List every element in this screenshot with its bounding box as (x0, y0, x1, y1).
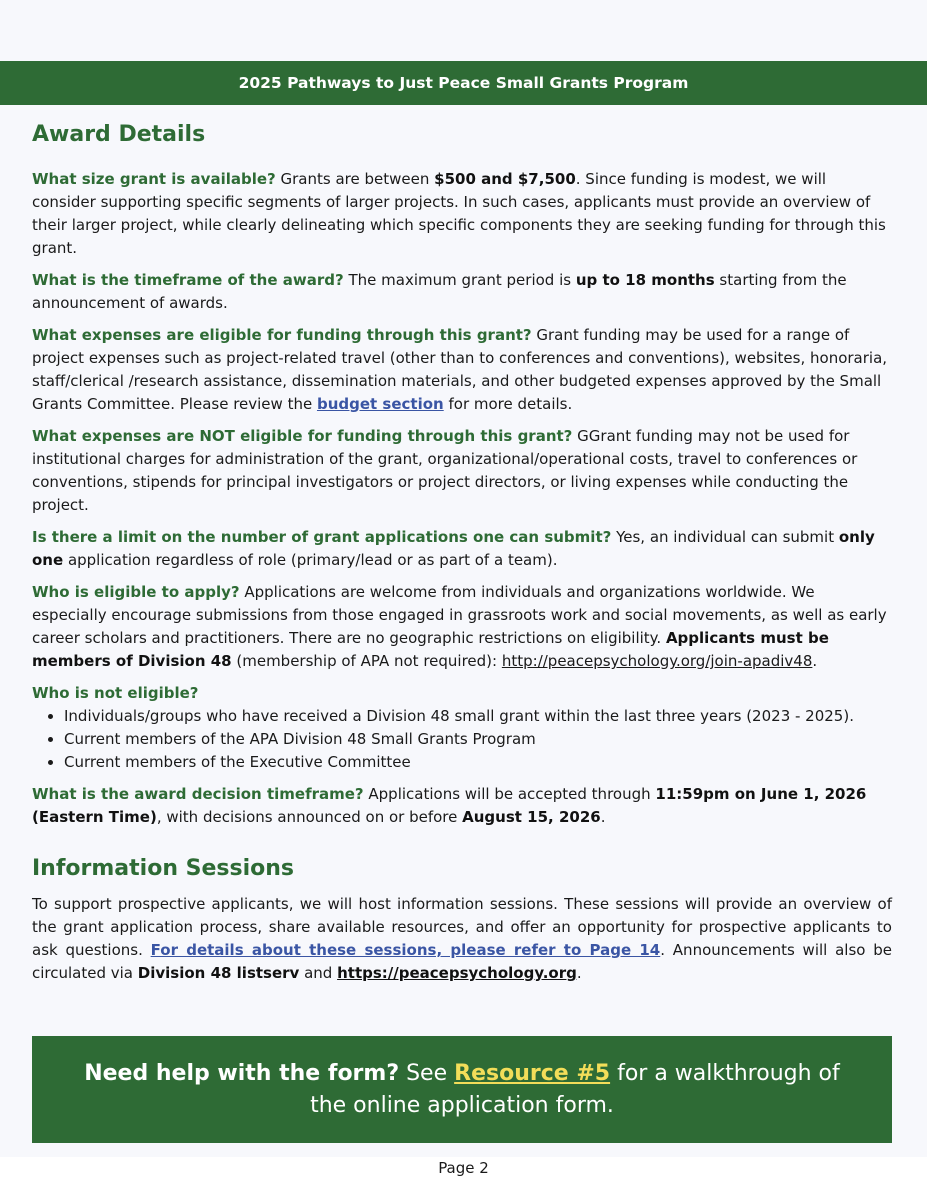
information-sessions-heading: Information Sessions (32, 856, 295, 881)
page-number: Page 2 (438, 1159, 489, 1177)
info-text-4: . (576, 964, 582, 982)
not-eligible-question: Who is not eligible? (32, 684, 199, 702)
peace-psychology-link[interactable]: https://peacepsychology.org (337, 964, 577, 982)
not-eligible-expenses-question: What expenses are NOT eligible for funding through this grant? (32, 427, 573, 445)
eligible-expenses-text-2: for more details. (443, 395, 573, 413)
who-eligible-text-1: Applications are welcome from individuals and organizations worldwide. We especially encourage submissions from those engaged in grassroots work and social movements, as well as early career scholars and practitioners. There are no geographic restrictions on eligibility. (32, 583, 887, 647)
list-item: • Current members of the Executive Committee (64, 751, 892, 774)
decision-timeframe-paragraph (32, 783, 892, 829)
info-text-2: . Announcements will also be circulated via (32, 941, 892, 982)
timeframe-question: What is the timeframe of the award? (32, 271, 344, 289)
grant-size-question: What size grant is available? (32, 170, 276, 188)
grant-size-text-1: Grants are between (275, 170, 435, 188)
decision-text-3: . (600, 808, 606, 826)
who-eligible-paragraph (32, 581, 892, 673)
application-limit-bold: only one (32, 528, 875, 569)
join-division-link[interactable]: http://peacepsychology.org/join-apadiv48 (501, 652, 813, 670)
grant-size-text-2: . Since funding is modest, we will consider supporting specific segments of larger projects. In such cases, applicants must provide an overview of their larger project, while clearly delineating which specific components they are seeking funding for through this grant. (32, 170, 886, 257)
application-limit-text-2: application regardless of role (primary/lead or as part of a team). (63, 551, 558, 569)
not-eligible-expenses-paragraph (32, 425, 892, 517)
timeframe-duration: up to 18 months (575, 271, 715, 289)
eligible-expenses-question: What expenses are eligible for funding through this grant? (32, 326, 532, 344)
information-sessions-paragraph (32, 893, 892, 985)
who-eligible-text-2: (membership of APA not required): (231, 652, 502, 670)
listserv-name: Division 48 listserv (137, 964, 300, 982)
timeframe-paragraph (32, 269, 892, 315)
decision-text-2: , with decisions announced on or before (156, 808, 463, 826)
application-limit-text-1: Yes, an individual can submit (611, 528, 839, 546)
info-text-1: To support prospective applicants, we will host information sessions. These sessions will provide an overview of the grant application process, share available resources, and offer an opportunity for prospective applicants to ask questions. (32, 895, 892, 959)
program-banner (0, 61, 927, 105)
main-content (32, 122, 892, 985)
who-eligible-text-3: . (812, 652, 818, 670)
callout-text-2: for a walkthrough of the online application form. (310, 1060, 840, 1118)
who-eligible-question: Who is eligible to apply? (32, 583, 240, 601)
resource-5-link[interactable]: Resource #5 (454, 1060, 611, 1086)
list-item: • Individuals/groups who have received a Division 48 small grant within the last three years (2023 - 2025). (64, 705, 892, 728)
eligible-expenses-paragraph (32, 324, 892, 416)
eligible-expenses-text-1: Grant funding may be used for a range of project expenses such as project-related travel (other than to conferences and conventions), websites, honoraria, staff/clerical /research assistance, dissemination materials, and other budgeted expenses approved by the Small Grants Committee. Please review the (32, 326, 888, 413)
decision-timeframe-question: What is the award decision timeframe? (32, 785, 364, 803)
budget-section-link[interactable]: budget section (316, 395, 444, 413)
application-limit-paragraph (32, 526, 892, 572)
grant-size-amount: $500 and $7,500 (434, 170, 576, 188)
banner-title: 2025 Pathways to Just Peace Small Grants Program (238, 74, 689, 92)
decision-deadline: 11:59pm on June 1, 2026 (Eastern Time) (32, 785, 867, 826)
sessions-details-link[interactable]: For details about these sessions, please refer to Page 14 (150, 941, 661, 959)
who-eligible-membership: Applicants must be members of Division 48 (32, 629, 829, 670)
info-text-3: and (299, 964, 338, 982)
page-footer (0, 1157, 927, 1202)
timeframe-text-1: The maximum grant period is (343, 271, 576, 289)
form-help-callout (32, 1036, 892, 1143)
award-details-heading: Award Details (32, 122, 206, 147)
not-eligible-list (32, 705, 892, 774)
not-eligible-heading (32, 682, 892, 705)
callout-text-1: See (399, 1060, 455, 1086)
callout-strong: Need help with the form? (84, 1060, 400, 1086)
callout-text (82, 1058, 842, 1122)
application-limit-question: Is there a limit on the number of grant applications one can submit? (32, 528, 612, 546)
list-item: • Current members of the APA Division 48 Small Grants Program (64, 728, 892, 751)
decision-text-1: Applications will be accepted through (363, 785, 656, 803)
not-eligible-expenses-text: GGrant funding may not be used for institutional charges for administration of the grant, organizational/operational costs, travel to conferences or conventions, stipends for principal investigators or project directors, or living expenses while conducting the project. (32, 427, 858, 514)
grant-size-paragraph (32, 168, 892, 260)
timeframe-text-2: starting from the announcement of awards. (32, 271, 847, 312)
decision-announce-date: August 15, 2026 (462, 808, 601, 826)
